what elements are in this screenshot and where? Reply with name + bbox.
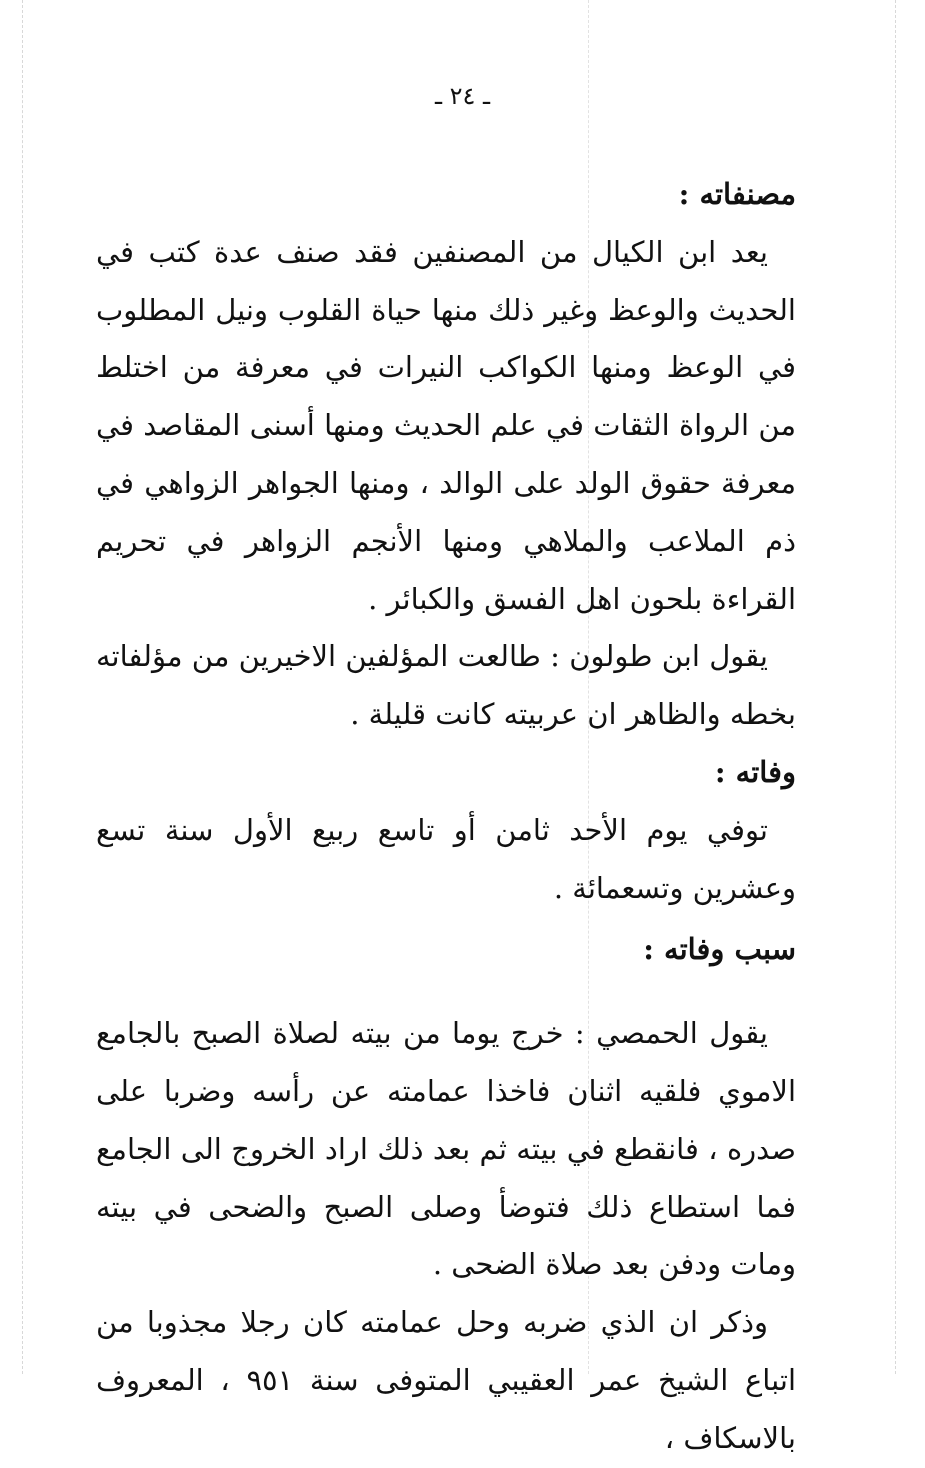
cause-paragraph-1: يقول الحمصي : خرج يوما من بيته لصلاة الصبح بالجامع الاموي فلقيه اثنان فاخذا عمامته عن رأسه وضربا على صدره ، فانقطع في بيته ثم بعد ذلك اراد الخروج الى الجامع فما استطاع ذلك فتوضأ وصلى الصبح والضحى في بيته ومات ودفن بعد صلاة الضحى . (96, 1016, 796, 1282)
works-paragraph-1: يعد ابن الكيال من المصنفين فقد صنف عدة كتب في الحديث والوعظ وغير ذلك منها حياة القلوب ونيل المطلوب في الوعظ ومنها الكواكب النيرات في معرفة من اختلط من الرواة الثقات في علم الحديث ومنها أسنى المقاصد في معرفة حقوق الولد على الوالد ، ومنها الجواهر الزواهي في ذم الملاعب والملاهي ومنها الأنجم الزواهر في تحريم القراءة بلحون اهل الفسق والكبائر . (96, 234, 796, 616)
scan-artifact-line (895, 0, 896, 1374)
death-paragraph: توفي يوم الأحد ثامن أو تاسع ربيع الأول سنة تسع وعشرين وتسعمائة . (96, 812, 796, 905)
cause-paragraph-2: وذكر ان الذي ضربه وحل عمامته كان رجلا مجذوبا من اتباع الشيخ عمر العقيبي المتوفى سنة ٩٥١ ، المعروف بالاسكاف ، (96, 1305, 796, 1455)
works-paragraph-2: يقول ابن طولون : طالعت المؤلفين الاخيرين من مؤلفاته بخطه والظاهر ان عربيته كانت قليلة . (96, 639, 796, 732)
page-number: ـ ٢٤ ـ (434, 82, 491, 110)
works-heading: مصنفاته : (678, 177, 796, 211)
page-body (96, 166, 796, 1468)
cause-of-death-heading: سبب وفاته : (643, 932, 796, 967)
death-heading: وفاته : (714, 754, 796, 789)
scan-artifact-line (22, 0, 23, 1374)
